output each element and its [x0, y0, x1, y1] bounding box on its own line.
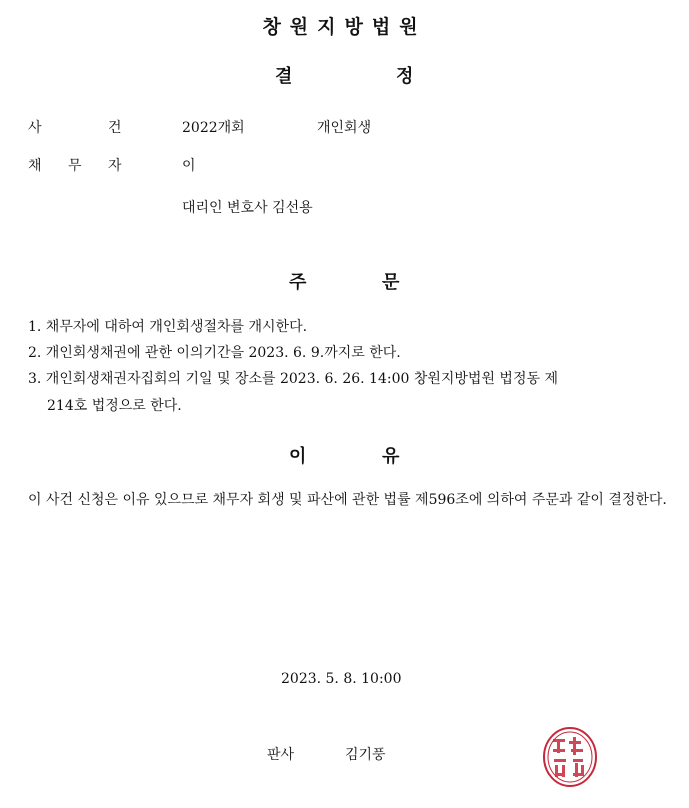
reason-heading-char-1: 이: [289, 446, 307, 467]
debtor-label-char-2: 무: [68, 158, 82, 174]
court-name: 창원지방법원: [262, 16, 427, 38]
reason-text: 이 사건 신청은 이유 있으므로 채무자 회생 및 파산에 관한 법률 제596조에 의하여 주문과 같이 결정한다.: [28, 492, 667, 508]
doc-title-char-1: 결: [275, 66, 293, 87]
judge-title: 판사: [267, 747, 295, 763]
order-item-1: 1. 채무자에 대하여 개인회생절차를 개시한다.: [28, 319, 308, 335]
debtor-agent: 대리인 변호사 김선용: [182, 200, 313, 216]
case-name: 개인회생: [317, 120, 372, 136]
judge-name: 김기풍: [345, 747, 386, 763]
order-item-2: 2. 개인회생채권에 관한 이의기간을 2023. 6. 9.까지로 한다.: [28, 345, 401, 361]
order-heading-char-2: 문: [382, 272, 400, 293]
case-label-char-1: 사: [28, 120, 42, 136]
doc-title-char-2: 정: [396, 66, 414, 87]
debtor-label-char-1: 채: [28, 158, 42, 174]
case-label-char-2: 건: [108, 120, 122, 136]
debtor-name: 이: [182, 158, 196, 174]
debtor-label-char-3: 자: [108, 158, 122, 174]
reason-heading-char-2: 유: [382, 446, 400, 467]
decision-date: 2023. 5. 8. 10:00: [281, 671, 402, 687]
order-item-3: 3. 개인회생채권자집회의 기일 및 장소를 2023. 6. 26. 14:00 창원지방법원 법정동 제: [28, 371, 558, 387]
order-heading-char-1: 주: [289, 272, 307, 293]
judge-seal: [541, 725, 599, 789]
case-number: 2022개회: [182, 120, 245, 136]
order-item-3-continued: 214호 법정으로 한다.: [47, 398, 182, 414]
